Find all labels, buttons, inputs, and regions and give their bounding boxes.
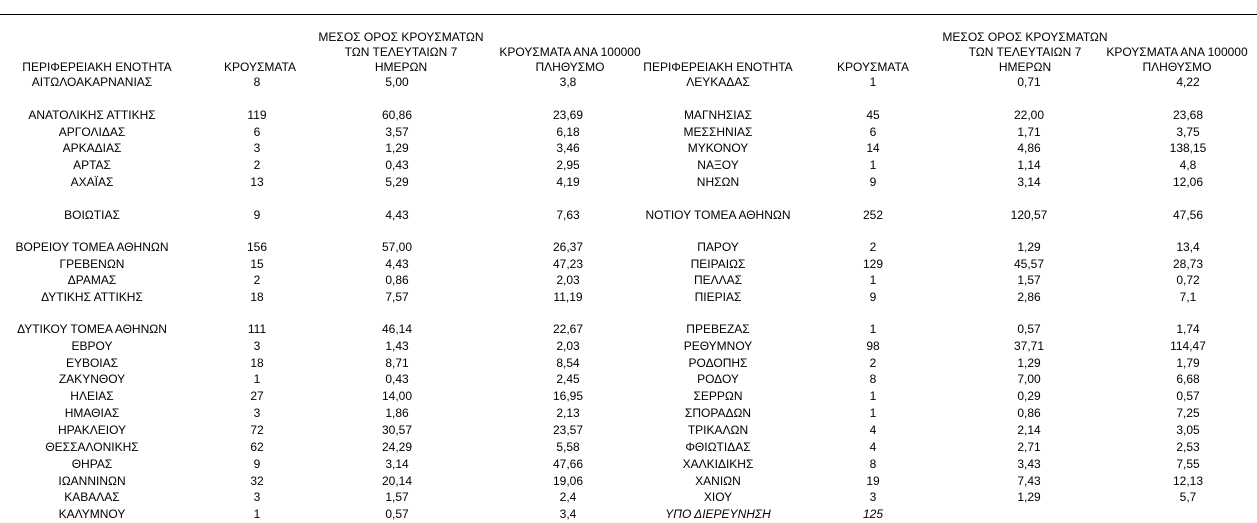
left-cases-cell: 119	[247, 108, 267, 122]
right-region-cell: ΣΕΡΡΩΝ	[693, 389, 743, 403]
left-avg-cell: 0,57	[385, 507, 409, 521]
left-cases-cell: 18	[250, 290, 264, 304]
right-per100k-cell: 1,74	[1176, 322, 1200, 336]
left-avg-cell: 14,00	[381, 389, 413, 403]
right-per100k-cell: 12,13	[1172, 474, 1204, 488]
left-per100k-cell: 22,67	[552, 322, 584, 336]
left-avg-cell: 4,43	[385, 257, 409, 271]
right-region-cell: ΛΕΥΚΑΔΑΣ	[686, 75, 750, 89]
left-region-cell: ΕΥΒΟΙΑΣ	[65, 356, 119, 370]
left-per100k-cell: 23,57	[552, 423, 584, 437]
left-per100k-cell: 11,19	[553, 290, 583, 304]
right-avg-cell: 1,71	[1017, 125, 1041, 139]
right-avg-cell: 0,86	[1017, 406, 1041, 420]
left-per100k-cell: 23,69	[552, 108, 584, 122]
left-per100k-cell: 3,46	[556, 141, 580, 155]
right-cases-cell: 1	[869, 389, 877, 403]
right-cases-cell: 2	[869, 356, 877, 370]
header-region-left: ΠΕΡΙΦΕΡΕΙΑΚΗ ΕΝΟΤΗΤΑ	[22, 60, 172, 74]
header-cases-right: ΚΡΟΥΣΜΑΤΑ	[837, 60, 909, 74]
right-per100k-cell: 28,73	[1172, 257, 1204, 271]
left-region-cell: ΑΧΑΪΑΣ	[70, 175, 114, 189]
right-avg-cell: 1,29	[1017, 240, 1041, 254]
left-per100k-cell: 5,58	[556, 440, 580, 454]
right-cases-cell: 1	[869, 322, 877, 336]
right-per100k-cell: 138,15	[1169, 141, 1207, 155]
right-avg-cell: 0,57	[1017, 322, 1041, 336]
left-cases-cell: 15	[250, 257, 264, 271]
right-region-cell: ΠΙΕΡΙΑΣ	[694, 290, 742, 304]
right-region-cell: ΜΥΚΟΝΟΥ	[687, 141, 749, 155]
right-avg-cell: 1,29	[1017, 490, 1041, 504]
left-region-cell: ΗΛΕΙΑΣ	[70, 389, 114, 403]
left-cases-cell: 9	[253, 457, 261, 471]
left-per100k-cell: 3,4	[559, 507, 577, 521]
right-region-cell: ΝΟΤΙΟΥ ΤΟΜΕΑ ΑΘΗΝΩΝ	[645, 208, 791, 222]
right-per100k-cell: 4,22	[1176, 75, 1200, 89]
right-avg-cell: 2,14	[1017, 423, 1041, 437]
left-region-cell: ΔΡΑΜΑΣ	[67, 273, 117, 287]
left-cases-cell: 1	[253, 507, 261, 521]
left-region-cell: ΓΡΕΒΕΝΩΝ	[59, 257, 125, 271]
right-avg-cell: 3,14	[1017, 175, 1041, 189]
right-cases-cell: 45	[866, 108, 880, 122]
right-per100k-cell: 3,05	[1176, 423, 1200, 437]
header-cases-left: ΚΡΟΥΣΜΑΤΑ	[224, 60, 296, 74]
left-region-cell: ΘΕΣΣΑΛΟΝΙΚΗΣ	[45, 440, 139, 454]
right-cases-cell: 19	[866, 474, 880, 488]
left-avg-cell: 4,43	[385, 208, 409, 222]
right-avg-cell: 120,57	[1010, 208, 1048, 222]
right-cases-cell: 3	[869, 490, 877, 504]
right-cases-cell: 1	[869, 406, 877, 420]
right-per100k-cell: 23,68	[1172, 108, 1204, 122]
header-per100k-right: ΚΡΟΥΣΜΑΤΑ ΑΝΑ 100000 ΠΛΗΘΥΣΜΟ	[1106, 45, 1248, 74]
left-cases-cell: 3	[253, 141, 261, 155]
right-avg-cell: 4,86	[1017, 141, 1041, 155]
right-cases-cell: 2	[869, 240, 877, 254]
right-region-cell: ΧΑΛΚΙΔΙΚΗΣ	[682, 457, 754, 471]
left-cases-cell: 13	[250, 175, 264, 189]
left-avg-cell: 7,57	[385, 290, 409, 304]
left-region-cell: ΑΡΓΟΛΙΔΑΣ	[58, 125, 126, 139]
right-avg-cell: 3,43	[1017, 457, 1041, 471]
right-region-cell: ΠΕΛΛΑΣ	[693, 273, 743, 287]
left-per100k-cell: 2,45	[556, 372, 580, 386]
right-per100k-cell: 13,4	[1176, 240, 1200, 254]
left-cases-cell: 3	[253, 339, 261, 353]
left-cases-cell: 2	[253, 158, 261, 172]
left-per100k-cell: 19,06	[552, 474, 584, 488]
right-avg-cell: 1,57	[1017, 273, 1041, 287]
header-per100k-left: ΚΡΟΥΣΜΑΤΑ ΑΝΑ 100000 ΠΛΗΘΥΣΜΟ	[499, 45, 641, 74]
right-per100k-cell: 7,55	[1176, 457, 1200, 471]
right-cases-cell: 8	[869, 457, 877, 471]
left-per100k-cell: 2,03	[556, 339, 580, 353]
left-per100k-cell: 2,4	[559, 490, 577, 504]
left-cases-cell: 62	[250, 440, 264, 454]
right-avg-cell: 22,00	[1013, 108, 1045, 122]
right-per100k-cell: 0,57	[1176, 389, 1200, 403]
right-cases-cell: 98	[866, 339, 880, 353]
left-per100k-cell: 6,18	[556, 125, 580, 139]
left-cases-cell: 6	[253, 125, 261, 139]
right-region-cell: ΝΗΣΩΝ	[696, 175, 740, 189]
left-avg-cell: 1,29	[385, 141, 409, 155]
left-per100k-cell: 47,66	[552, 457, 584, 471]
right-avg-cell: 7,43	[1017, 474, 1041, 488]
right-cases-cell: 6	[869, 125, 877, 139]
right-cases-cell: 14	[866, 141, 880, 155]
right-avg-cell: 45,57	[1013, 257, 1045, 271]
left-region-cell: ΕΒΡΟΥ	[71, 339, 113, 353]
left-per100k-cell: 7,63	[556, 208, 580, 222]
right-per100k-cell: 47,56	[1172, 208, 1204, 222]
right-per100k-cell: 7,25	[1176, 406, 1200, 420]
right-region-cell: ΝΑΞΟΥ	[697, 158, 739, 172]
left-avg-cell: 5,29	[385, 175, 409, 189]
right-avg-cell: 7,00	[1017, 372, 1041, 386]
right-avg-cell: 1,29	[1017, 356, 1041, 370]
right-avg-cell: 1,14	[1017, 158, 1041, 172]
right-cases-cell: 8	[869, 372, 877, 386]
right-cases-cell: 1	[869, 273, 877, 287]
left-region-cell: ΑΡΤΑΣ	[73, 158, 111, 172]
right-per100k-cell: 4,8	[1179, 158, 1197, 172]
right-avg-cell: 2,71	[1017, 440, 1041, 454]
right-region-cell: ΜΕΣΣΗΝΙΑΣ	[683, 125, 753, 139]
left-region-cell: ΒΟΙΩΤΙΑΣ	[64, 208, 120, 222]
right-avg-cell: 2,86	[1017, 290, 1041, 304]
right-cases-cell: 9	[869, 290, 877, 304]
right-cases-cell: 9	[869, 175, 877, 189]
right-per100k-cell: 114,47	[1170, 339, 1206, 353]
left-region-cell: ΑΙΤΩΛΟΑΚΑΡΝΑΝΙΑΣ	[31, 75, 153, 89]
right-per100k-cell: 6,68	[1176, 372, 1200, 386]
right-cases-cell: 1	[869, 75, 877, 89]
left-region-cell: ΗΡΑΚΛΕΙΟΥ	[57, 423, 127, 437]
left-cases-cell: 156	[246, 240, 268, 254]
left-region-cell: ΚΑΛΥΜΝΟΥ	[58, 507, 126, 521]
left-region-cell: ΖΑΚΥΝΘΟΥ	[58, 372, 126, 386]
left-region-cell: ΔΥΤΙΚΗΣ ΑΤΤΙΚΗΣ	[41, 290, 143, 304]
right-region-cell: ΡΟΔΟΠΗΣ	[688, 356, 748, 370]
left-avg-cell: 0,86	[385, 273, 409, 287]
left-avg-cell: 20,14	[381, 474, 413, 488]
right-region-cell: ΡΟΔΟΥ	[697, 372, 739, 386]
left-avg-cell: 24,29	[381, 440, 413, 454]
left-cases-cell: 3	[253, 406, 261, 420]
right-cases-cell: 129	[862, 257, 884, 271]
right-per100k-cell: 12,06	[1172, 175, 1204, 189]
left-avg-cell: 46,14	[381, 322, 413, 336]
left-avg-cell: 1,57	[385, 490, 409, 504]
left-avg-cell: 3,57	[385, 125, 409, 139]
header-avg-left: ΜΕΣΟΣ ΟΡΟΣ ΚΡΟΥΣΜΑΤΩΝ ΤΩΝ ΤΕΛΕΥΤΑΙΩΝ 7 ΗΜΕΡΩΝ	[318, 30, 484, 74]
right-per100k-cell: 0,72	[1176, 273, 1200, 287]
left-cases-cell: 8	[253, 75, 261, 89]
left-region-cell: ΑΡΚΑΔΙΑΣ	[62, 141, 122, 155]
left-cases-cell: 18	[250, 356, 264, 370]
left-region-cell: ΙΩΑΝΝΙΝΩΝ	[58, 474, 126, 488]
right-per100k-cell: 3,75	[1176, 125, 1200, 139]
right-region-cell: ΣΠΟΡΑΔΩΝ	[684, 406, 752, 420]
right-per100k-cell: 5,7	[1179, 490, 1197, 504]
left-region-cell: ΚΑΒΑΛΑΣ	[64, 490, 120, 504]
left-cases-cell: 111	[247, 322, 267, 336]
right-cases-cell: 252	[862, 208, 884, 222]
left-cases-cell: 9	[253, 208, 261, 222]
right-per100k-cell: 1,79	[1176, 356, 1200, 370]
left-cases-cell: 3	[253, 490, 261, 504]
right-cases-cell: 1	[869, 158, 877, 172]
left-cases-cell: 1	[253, 372, 261, 386]
right-region-cell: ΧΙΟΥ	[703, 490, 733, 504]
right-region-cell: ΜΑΓΝΗΣΙΑΣ	[683, 108, 753, 122]
right-avg-cell: 0,71	[1017, 75, 1041, 89]
right-cases-cell: 4	[869, 423, 877, 437]
left-per100k-cell: 47,23	[552, 257, 584, 271]
right-per100k-cell: 7,1	[1179, 290, 1197, 304]
right-region-cell: ΠΕΙΡΑΙΩΣ	[690, 257, 746, 271]
left-avg-cell: 60,86	[381, 108, 413, 122]
right-region-cell: ΧΑΝΙΩΝ	[695, 474, 741, 488]
left-per100k-cell: 3,8	[559, 75, 577, 89]
left-region-cell: ΒΟΡΕΙΟΥ ΤΟΜΕΑ ΑΘΗΝΩΝ	[15, 240, 169, 254]
right-per100k-cell: 2,53	[1176, 440, 1200, 454]
right-avg-cell: 0,29	[1017, 389, 1041, 403]
right-cases-cell: 4	[869, 440, 877, 454]
left-avg-cell: 1,43	[385, 339, 409, 353]
right-avg-cell: 37,71	[1013, 339, 1045, 353]
header-region-right: ΠΕΡΙΦΕΡΕΙΑΚΗ ΕΝΟΤΗΤΑ	[643, 60, 793, 74]
left-per100k-cell: 4,19	[556, 175, 580, 189]
left-cases-cell: 32	[250, 474, 264, 488]
right-region-cell: ΤΡΙΚΑΛΩΝ	[687, 423, 749, 437]
left-cases-cell: 72	[250, 423, 264, 437]
right-region-cell: ΠΡΕΒΕΖΑΣ	[686, 322, 750, 336]
left-per100k-cell: 2,03	[556, 273, 580, 287]
left-per100k-cell: 26,37	[552, 240, 584, 254]
right-region-cell: ΥΠΟ ΔΙΕΡΕΥΝΗΣΗ	[665, 507, 771, 521]
left-per100k-cell: 2,13	[556, 406, 580, 420]
top-rule	[0, 14, 1257, 15]
left-per100k-cell: 8,54	[556, 356, 580, 370]
left-avg-cell: 57,00	[381, 240, 413, 254]
left-cases-cell: 2	[253, 273, 261, 287]
left-cases-cell: 27	[250, 389, 264, 403]
right-region-cell: ΠΑΡΟΥ	[697, 240, 739, 254]
header-avg-right: ΜΕΣΟΣ ΟΡΟΣ ΚΡΟΥΣΜΑΤΩΝ ΤΩΝ ΤΕΛΕΥΤΑΙΩΝ 7 ΗΜΕΡΩΝ	[942, 30, 1108, 74]
left-avg-cell: 8,71	[385, 356, 409, 370]
left-avg-cell: 0,43	[385, 158, 409, 172]
left-region-cell: ΑΝΑΤΟΛΙΚΗΣ ΑΤΤΙΚΗΣ	[28, 108, 156, 122]
right-region-cell: ΦΘΙΩΤΙΔΑΣ	[685, 440, 751, 454]
left-per100k-cell: 16,95	[552, 389, 584, 403]
left-avg-cell: 5,00	[385, 75, 409, 89]
left-per100k-cell: 2,95	[556, 158, 580, 172]
left-avg-cell: 0,43	[385, 372, 409, 386]
left-avg-cell: 3,14	[385, 457, 409, 471]
right-region-cell: ΡΕΘΥΜΝΟΥ	[683, 339, 753, 353]
left-avg-cell: 30,57	[381, 423, 413, 437]
left-region-cell: ΗΜΑΘΙΑΣ	[64, 406, 120, 420]
left-region-cell: ΘΗΡΑΣ	[71, 457, 113, 471]
left-avg-cell: 1,86	[385, 406, 409, 420]
left-region-cell: ΔΥΤΙΚΟΥ ΤΟΜΕΑ ΑΘΗΝΩΝ	[17, 322, 167, 336]
right-cases-cell: 125	[862, 507, 884, 521]
